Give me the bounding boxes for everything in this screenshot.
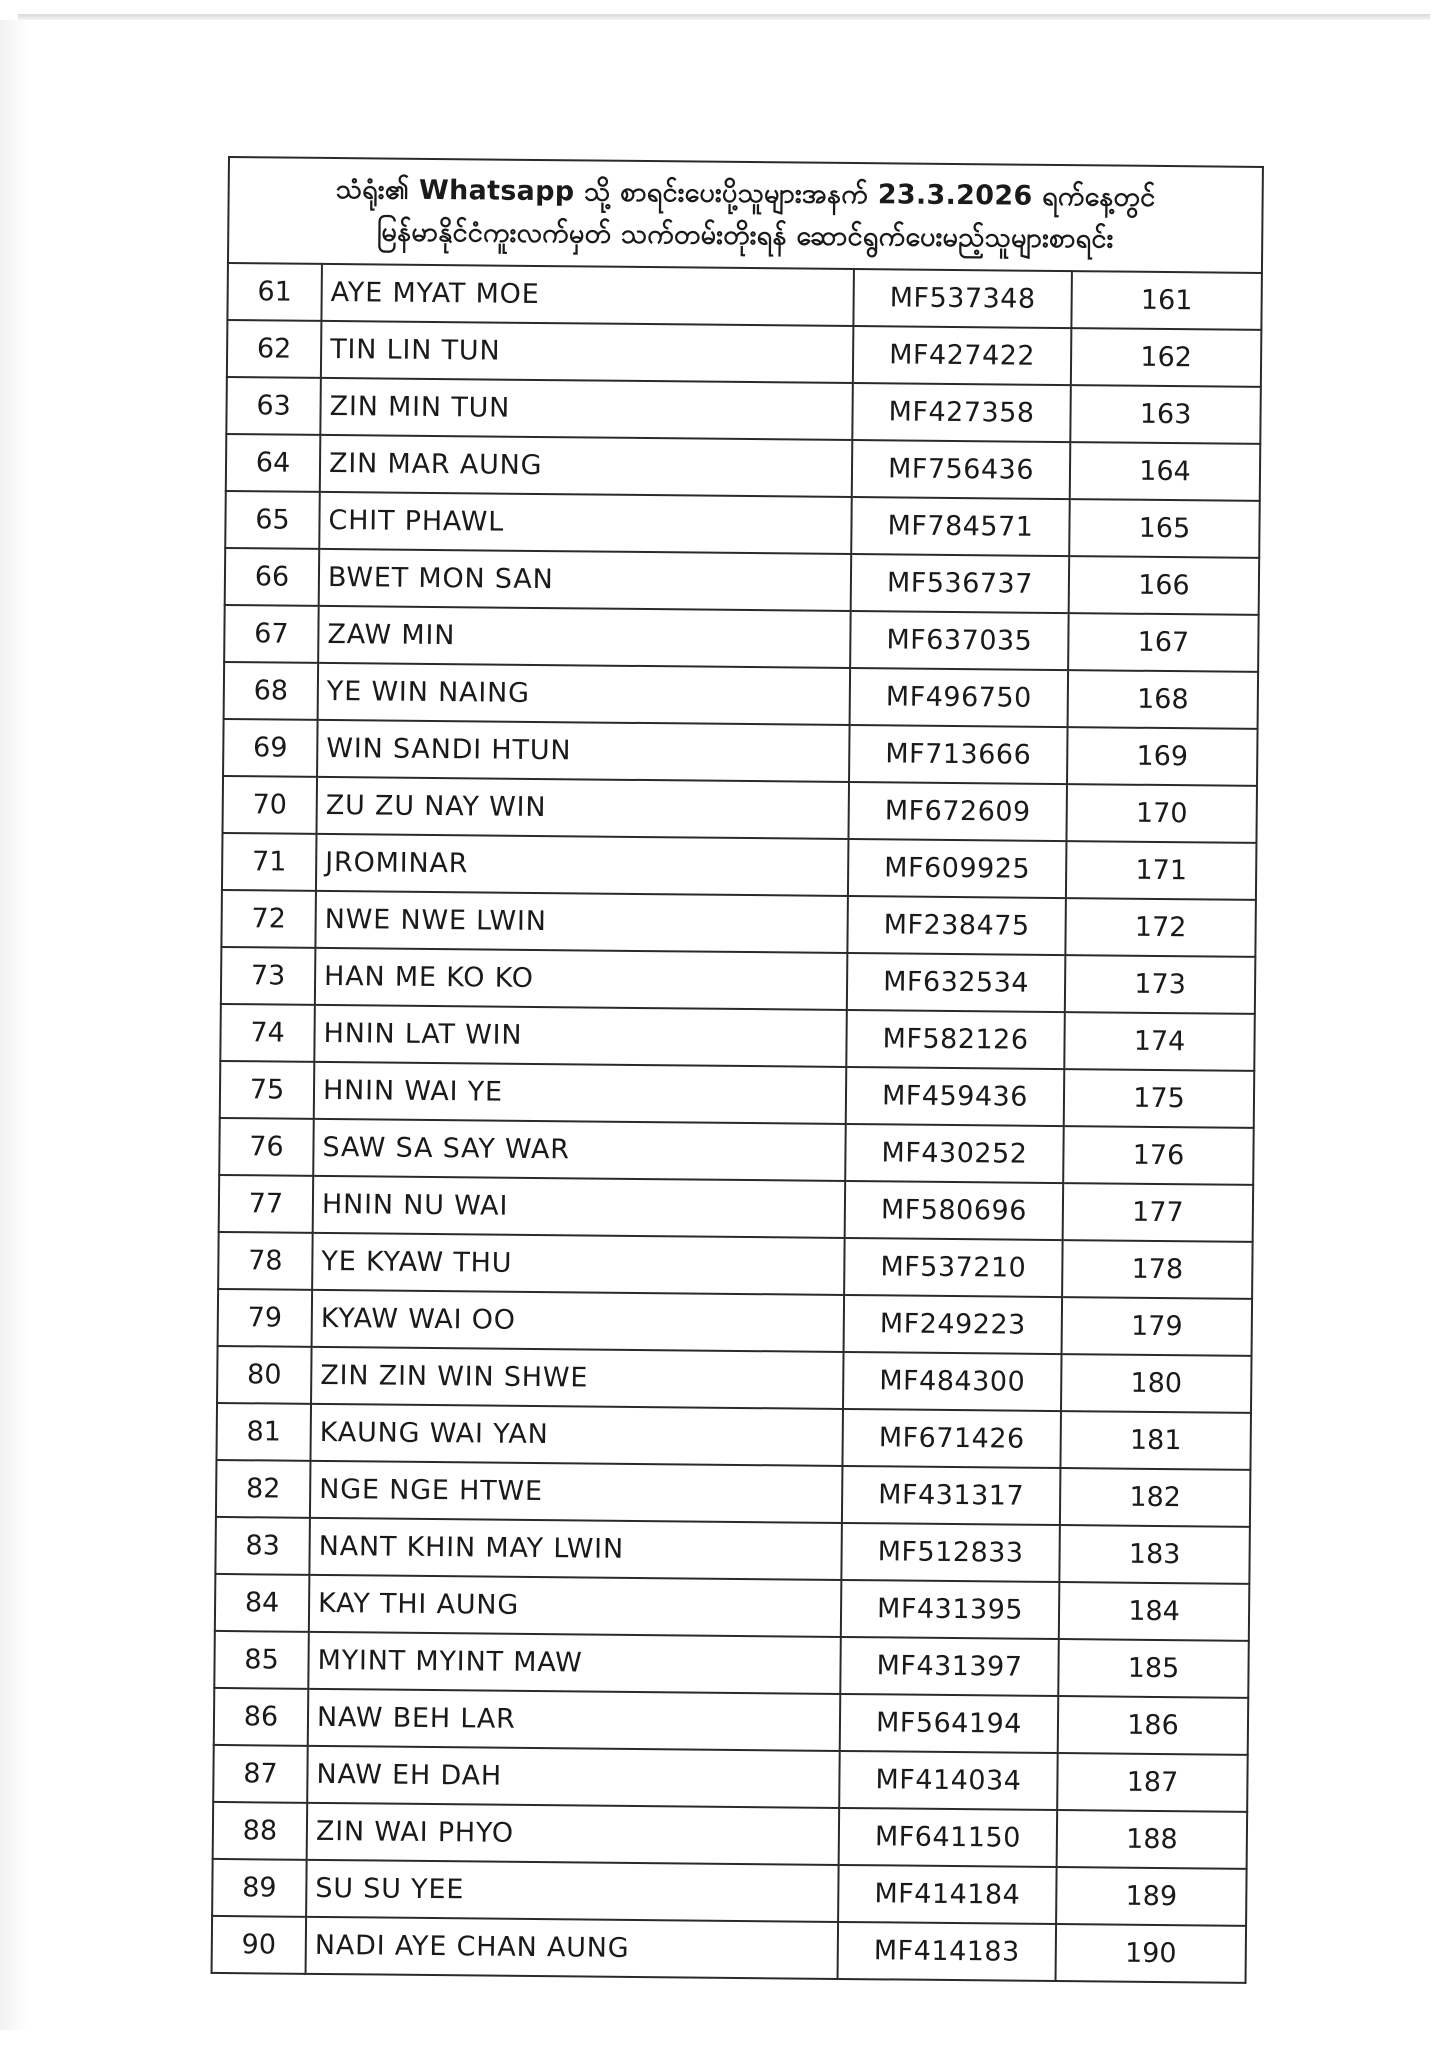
applicant-name: KYAW WAI OO [312,1290,845,1352]
passport-number: MF431395 [841,1580,1060,1639]
passport-number: MF512833 [841,1523,1060,1582]
sequence-number: 173 [1065,955,1256,1014]
passport-number: MF609925 [848,839,1067,898]
passport-number: MF756436 [852,440,1071,499]
passport-number: MF671426 [842,1409,1061,1468]
passport-number: MF459436 [846,1067,1065,1126]
table-row [218,1232,1253,1299]
row-number: 81 [216,1403,311,1461]
table-row [212,1916,1247,1983]
row-number: 68 [224,662,319,720]
applicant-name: YE WIN NAING [318,663,851,725]
table-row [217,1346,1252,1413]
row-number: 74 [220,1004,315,1062]
passport-number: MF484300 [843,1352,1062,1411]
applicant-name: NWE NWE LWIN [315,891,848,953]
row-number: 64 [226,434,321,492]
sequence-number: 167 [1068,613,1259,672]
passport-number: MF641150 [839,1808,1058,1867]
applicant-name: NGE NGE HTWE [310,1461,843,1523]
sequence-number: 184 [1059,1582,1250,1641]
sequence-number: 175 [1064,1069,1255,1128]
table-row [218,1289,1253,1356]
table-row [222,833,1257,900]
title-line-2: မြန်မာနိုင်ငံကူးလက်မှတ် သက်တမ်းတိုးရန် ဆောင်ရွက်ပေးမည့်သူများစာရင်း [376,216,1114,255]
applicant-name: CHIT PHAWL [319,492,852,554]
sequence-number: 171 [1066,841,1257,900]
sequence-number: 176 [1063,1126,1254,1185]
table-row [220,1004,1255,1071]
applicant-name: NAW BEH LAR [308,1689,841,1751]
table-row [216,1403,1251,1470]
sequence-number: 187 [1057,1753,1248,1812]
sequence-number: 190 [1056,1924,1247,1983]
sequence-number: 189 [1056,1867,1247,1926]
row-number: 88 [213,1802,308,1860]
passport-number: MF414034 [839,1751,1058,1810]
row-number: 84 [215,1574,310,1632]
row-number: 76 [219,1118,314,1176]
table-row [226,434,1261,501]
sequence-number: 161 [1071,271,1262,330]
passport-number: MF672609 [848,782,1067,841]
sequence-number: 162 [1071,328,1262,387]
table-row [219,1118,1254,1185]
table-row [221,947,1256,1014]
row-number: 87 [213,1745,308,1803]
table-row [223,776,1258,843]
applicant-name: WIN SANDI HTUN [317,720,850,782]
row-number: 86 [214,1688,309,1746]
scan-shadow [0,20,28,2030]
table-title [228,157,1263,273]
passport-number: MF427358 [852,383,1071,442]
row-number: 79 [218,1289,313,1347]
table-row [220,1061,1255,1128]
row-number: 61 [227,263,322,321]
row-number: 78 [218,1232,313,1290]
table-row [214,1631,1249,1698]
passport-number: MF580696 [845,1181,1064,1240]
applicant-name: NAW EH DAH [307,1746,840,1808]
passport-number: MF431397 [840,1637,1059,1696]
passport-number: MF637035 [850,611,1069,670]
applicant-name: HNIN LAT WIN [314,1005,847,1067]
sequence-number: 188 [1057,1810,1248,1869]
sequence-number: 181 [1060,1411,1251,1470]
passport-list-table [211,156,1264,1984]
row-number: 75 [220,1061,315,1119]
row-number: 70 [223,776,318,834]
sequence-number: 165 [1069,499,1260,558]
applicant-name: JROMINAR [316,834,849,896]
applicant-name: ZU ZU NAY WIN [316,777,849,839]
applicant-name: ZAW MIN [318,606,851,668]
passport-number: MF496750 [850,668,1069,727]
applicant-name: ZIN WAI PHYO [307,1803,840,1865]
passport-number: MF713666 [849,725,1068,784]
row-number: 90 [212,1916,307,1974]
sequence-number: 185 [1058,1639,1249,1698]
row-number: 72 [221,890,316,948]
applicant-name: HNIN WAI YE [314,1062,847,1124]
applicant-name: TIN LIN TUN [321,321,854,383]
row-number: 66 [225,548,320,606]
table-row [226,377,1261,444]
row-number: 63 [226,377,321,435]
applicant-name: AYE MYAT MOE [321,264,854,326]
applicant-name: SU SU YEE [306,1860,839,1922]
sequence-number: 180 [1061,1354,1252,1413]
table-row [215,1517,1250,1584]
sequence-number: 172 [1065,898,1256,957]
table-row [212,1859,1247,1926]
row-number: 89 [212,1859,307,1917]
row-number: 77 [219,1175,314,1233]
table-row [214,1688,1249,1755]
applicant-name: NANT KHIN MAY LWIN [309,1518,842,1580]
sequence-number: 169 [1067,727,1258,786]
applicant-name: KAUNG WAI YAN [310,1404,843,1466]
sequence-number: 183 [1059,1525,1250,1584]
applicant-name: ZIN MAR AUNG [320,435,853,497]
row-number: 80 [217,1346,312,1404]
table-row [224,605,1259,672]
sequence-number: 182 [1060,1468,1251,1527]
table-row [225,548,1260,615]
applicant-name: HAN ME KO KO [315,948,848,1010]
sequence-number: 178 [1062,1240,1253,1299]
row-number: 82 [216,1460,311,1518]
sequence-number: 164 [1070,442,1261,501]
row-number: 85 [214,1631,309,1689]
passport-number: MF431317 [842,1466,1061,1525]
row-number: 73 [221,947,316,1005]
passport-number: MF249223 [844,1295,1063,1354]
passport-number: MF414184 [838,1865,1057,1924]
sequence-number: 163 [1070,385,1261,444]
sequence-number: 168 [1068,670,1259,729]
passport-number: MF582126 [846,1010,1065,1069]
applicant-name: BWET MON SAN [319,549,852,611]
table-row [224,662,1259,729]
table-row [215,1574,1250,1641]
passport-number: MF414183 [838,1922,1057,1981]
table-title-row [228,157,1263,273]
sequence-number: 177 [1063,1183,1254,1242]
row-number: 69 [223,719,318,777]
table-row [213,1745,1248,1812]
table-row [221,890,1256,957]
passport-number: MF537210 [844,1238,1063,1297]
table-row [225,491,1260,558]
table-body [212,263,1262,1983]
row-number: 65 [225,491,320,549]
row-number: 67 [224,605,319,663]
passport-number: MF632534 [847,953,1066,1012]
row-number: 83 [215,1517,310,1575]
applicant-name: HNIN NU WAI [313,1176,846,1238]
table-row [227,320,1262,387]
scan-edge [18,14,1430,20]
sequence-number: 166 [1069,556,1260,615]
applicant-name: SAW SA SAY WAR [313,1119,846,1181]
table-row [219,1175,1254,1242]
passport-number: MF536737 [851,554,1070,613]
sequence-number: 174 [1064,1012,1255,1071]
applicant-name: KAY THI AUNG [309,1575,842,1637]
title-line-1: သံရုံး၏ Whatsapp သို့ စာရင်းပေးပို့သူများအနက် 23.3.2026 ရက်နေ့တွင် [335,174,1156,214]
applicant-name: ZIN MIN TUN [320,378,853,440]
sequence-number: 186 [1058,1696,1249,1755]
table-row [227,263,1262,330]
passport-number: MF784571 [851,497,1070,556]
passport-number: MF238475 [847,896,1066,955]
table-row [223,719,1258,786]
applicant-name: MYINT MYINT MAW [308,1632,841,1694]
passport-number: MF427422 [853,326,1072,385]
passport-number: MF537348 [853,269,1072,328]
table-row [216,1460,1251,1527]
sequence-number: 179 [1062,1297,1253,1356]
sequence-number: 170 [1066,784,1257,843]
applicant-name: YE KYAW THU [312,1233,845,1295]
row-number: 71 [222,833,317,891]
row-number: 62 [227,320,322,378]
table-row [213,1802,1248,1869]
passport-number: MF430252 [845,1124,1064,1183]
passport-number: MF564194 [840,1694,1059,1753]
applicant-name: ZIN ZIN WIN SHWE [311,1347,844,1409]
applicant-name: NADI AYE CHAN AUNG [306,1917,839,1979]
